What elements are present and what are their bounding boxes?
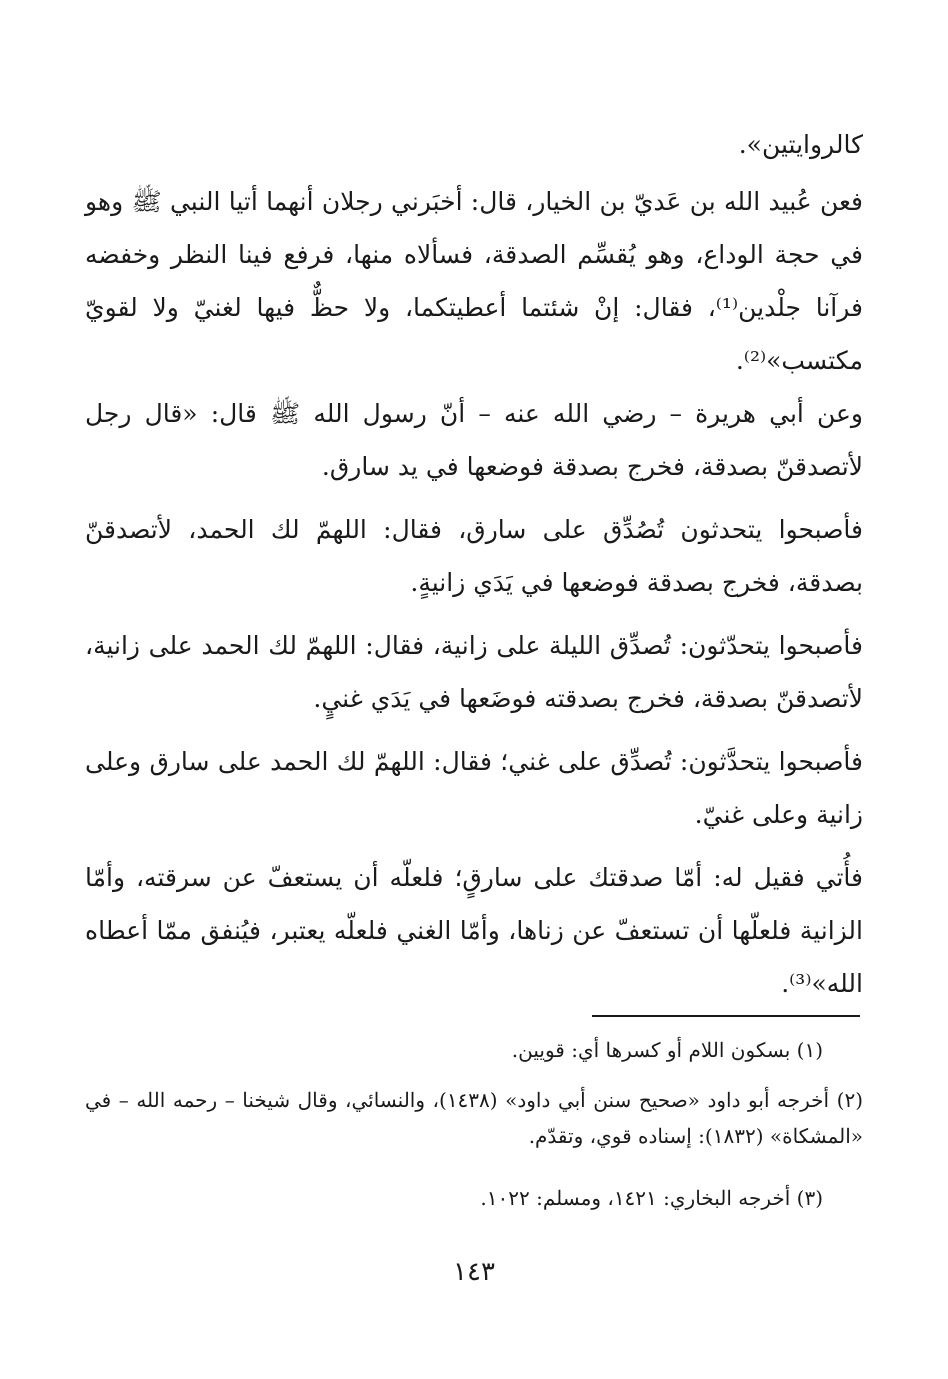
paragraph-hadith-ubaidullah: فعن عُبيد الله بن عَديّ بن الخيار، قال: أخبَرني رجلان أنهما أتيا النبي ﷺ وهو في حجة الوداع، وهو يُقسِّم الصدقة، فسألاه منها، فرفع فينا النظر وخفضه فرآنا جلْدين⁽¹⁾، فقال: إنْ شئتما أعطيتكما، ولا حظٌّ فيها لغنيّ ولا لقويّ مكتسب»⁽²⁾.	[85, 187, 863, 375]
paragraph-thief: فأصبحوا يتحدثون تُصُدِّق على سارق، فقال: اللهمّ لك الحمد، لأتصدقنّ بصدقة، فخرج بصدقة فوضعها في يَدَي زانيةٍ.	[85, 515, 863, 597]
paragraph-hadith-abu-huraira: وعن أبي هريرة – رضي الله عنه – أنّ رسول الله ﷺ قال: «قال رجل لأتصدقنّ بصدقة، فخرج بصدقة فوضعها في يد سارق.	[85, 399, 863, 481]
paragraph-rich-man: فأصبحوا يتحدَّثون: تُصدِّق على غني؛ فقال: اللهمّ لك الحمد على سارق وعلى زانية وعلى غنيّ.	[85, 747, 863, 829]
footnote-3: (٣) أخرجه البخاري: ١٤٢١، ومسلم: ١٠٢٢.	[480, 1186, 823, 1210]
page-number: ١٤٣	[453, 1257, 495, 1287]
footnote-divider	[592, 1015, 860, 1017]
footnote-1: (١) بسكون اللام أو كسرها أي: قويين.	[511, 1038, 823, 1062]
paragraph-adulteress: فأصبحوا يتحدّثون: تُصدِّق الليلة على زانية، فقال: اللهمّ لك الحمد على زانية، لأتصدقنّ بصدقة، فخرج بصدقته فوضَعها في يَدَي غنيٍ.	[85, 631, 863, 713]
paragraph-continuation: كالروايتين».	[738, 130, 863, 159]
paragraph-conclusion: فأُتي فقيل له: أمّا صدقتك على سارقٍ؛ فلعلّه أن يستعفّ عن سرقته، وأمّا الزانية فلعلّها أن تستعفّ عن زناها، وأمّا الغني فلعلّه يعتبر، فيُنفق ممّا أعطاه الله»⁽³⁾.	[85, 863, 863, 998]
footnote-2: (٢) أخرجه أبو داود «صحيح سنن أبي داود» (١٤٣٨)، والنسائي، وقال شيخنا – رحمه الله – في «المشكاة» (١٨٣٢): إسناده قوي، وتقدّم.	[85, 1088, 863, 1148]
